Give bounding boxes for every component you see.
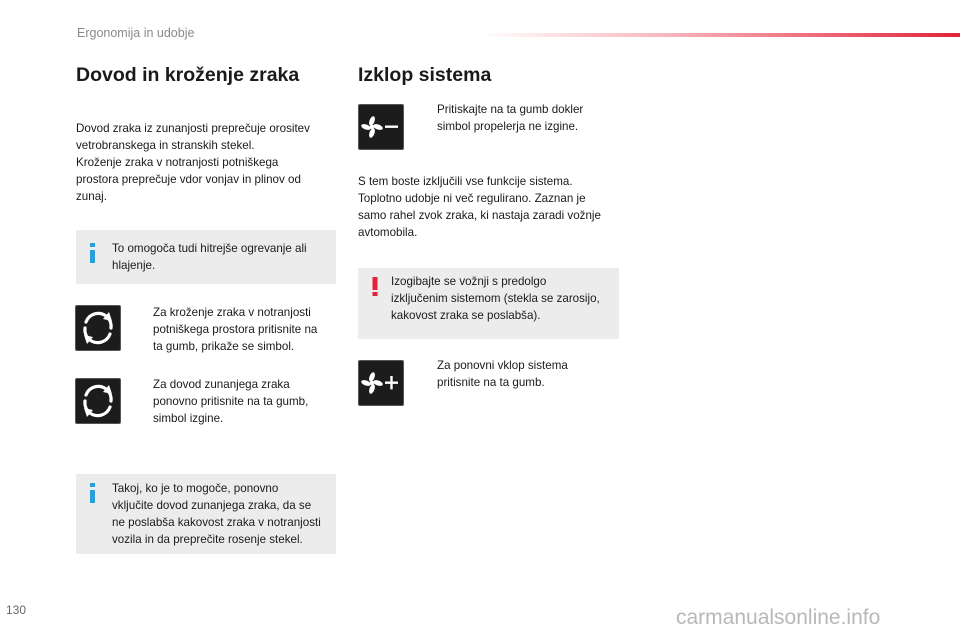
fan-off-text <box>437 101 583 135</box>
warning-box <box>358 268 619 339</box>
intro-paragraph <box>76 120 310 205</box>
info-box-line: ne poslabša kakovost zraka v notranjosti <box>112 516 321 529</box>
paragraph-line: samo rahel zvok zraka, ki nastaja zaradi vožnje <box>358 209 601 222</box>
fan-minus-icon <box>359 105 403 149</box>
info-box-line: To omogoča tudi hitrejše ogrevanje ali <box>112 242 307 255</box>
page-number: 130 <box>6 603 27 617</box>
intro-line: Kroženje zraka v notranjosti potniškega <box>76 156 279 169</box>
info-box-1-text <box>112 240 307 274</box>
warning-line: kakovost zraka se poslabša). <box>391 309 541 322</box>
info-box-line: hlajenje. <box>112 259 156 272</box>
heading-air-intake-recirculation: Dovod in kroženje zraka <box>76 64 300 86</box>
paragraph-line: S tem boste izključili vse funkcije sistema. <box>358 175 573 188</box>
recirc-off-text <box>153 376 308 427</box>
instruction-line: pritisnite na ta gumb. <box>437 376 545 389</box>
heading-system-off: Izklop sistema <box>358 64 492 86</box>
recirculation-button-icon <box>75 305 121 351</box>
instruction-line: ta gumb, prikaže se simbol. <box>153 340 295 353</box>
intro-line: vetrobranskega in stranskih stekel. <box>76 139 255 152</box>
intro-line: prostora preprečuje vdor vonjav in plinov od <box>76 173 301 186</box>
warning-icon <box>368 276 382 298</box>
info-box-line: Takoj, ko je to mogoče, ponovno <box>112 482 279 495</box>
instruction-line: Za ponovni vklop sistema <box>437 359 568 372</box>
instruction-line: ponovno pritisnite na ta gumb, <box>153 395 309 408</box>
warning-line: Izogibajte se vožnji s predolgo <box>391 275 547 288</box>
recirc-on-text <box>153 304 317 355</box>
intro-line: Dovod zraka iz zunanjosti preprečuje orositev <box>76 122 310 135</box>
watermark: carmanualsonline.info <box>676 606 881 629</box>
instruction-line: Za kroženje zraka v notranjosti <box>153 306 311 319</box>
info-box-line: vozila in da preprečite rosenje stekel. <box>112 533 303 546</box>
warning-box-text <box>391 273 600 324</box>
intro-line: zunaj. <box>76 190 107 203</box>
system-off-paragraph <box>358 173 601 241</box>
fan-on-button-icon <box>358 360 404 406</box>
recirculation-button-icon-2 <box>75 378 121 424</box>
header-accent-line <box>480 33 960 37</box>
info-icon <box>86 482 100 504</box>
fan-off-button-icon <box>358 104 404 150</box>
paragraph-line: avtomobila. <box>358 226 418 239</box>
fan-on-text <box>437 357 568 391</box>
section-title: Ergonomija in udobje <box>77 26 195 40</box>
info-box-2-text <box>112 480 321 548</box>
fan-plus-icon <box>359 361 403 405</box>
instruction-line: Za dovod zunanjega zraka <box>153 378 290 391</box>
instruction-line: Pritiskajte na ta gumb dokler <box>437 103 584 116</box>
paragraph-line: Toplotno udobje ni več regulirano. Zaznan je <box>358 192 586 205</box>
recirculation-icon <box>76 306 120 350</box>
instruction-line: potniškega prostora pritisnite na <box>153 323 318 336</box>
info-box-1 <box>76 230 336 284</box>
recirculation-icon <box>76 379 120 423</box>
info-box-line: vključite dovod zunanjega zraka, da se <box>112 499 312 512</box>
instruction-line: simbol propelerja ne izgine. <box>437 120 579 133</box>
warning-line: izključenim sistemom (stekla se zarosijo, <box>391 292 600 305</box>
info-icon <box>86 242 100 264</box>
instruction-line: simbol izgine. <box>153 412 224 425</box>
info-box-2 <box>76 474 336 554</box>
